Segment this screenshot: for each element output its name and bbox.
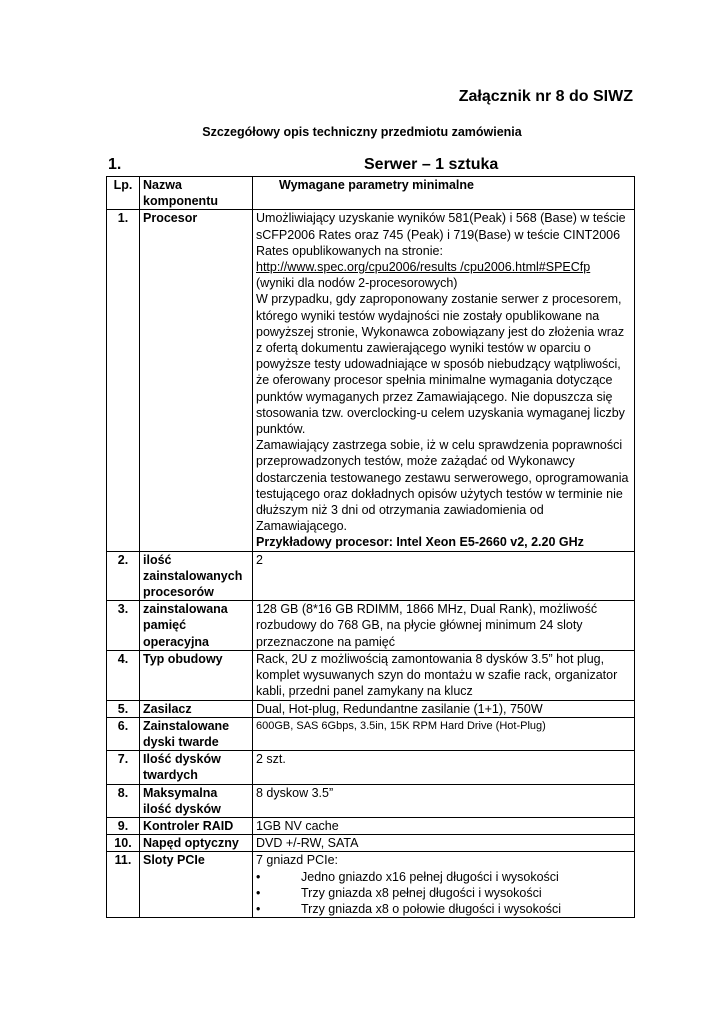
attachment-title: Załącznik nr 8 do SIWZ (458, 88, 633, 105)
component-name: ilość zainstalowanych procesorów (140, 551, 253, 601)
table-row (107, 650, 635, 700)
row-number: 11. (107, 852, 140, 918)
document-subtitle: Szczegółowy opis techniczny przedmiotu zamówienia (202, 125, 522, 139)
table-row (107, 751, 635, 784)
bullet-icon: • (256, 869, 261, 884)
list-item-text: Trzy gniazda x8 pełnej długości i wysokości (301, 885, 542, 900)
bullet-icon: • (256, 901, 261, 916)
component-name: Kontroler RAID (140, 817, 253, 834)
requirements-cell: 8 dyskow 3.5” (253, 784, 635, 817)
component-name: Napęd optyczny (140, 835, 253, 852)
requirements-cell: 1GB NV cache (253, 817, 635, 834)
requirements-cell: 600GB, SAS 6Gbps, 3.5in, 15K RPM Hard Drive (Hot-Plug) (253, 717, 635, 750)
list-item (256, 885, 631, 901)
component-name: Zainstalowane dyski twarde (140, 717, 253, 750)
section-title: Serwer – 1 sztuka (364, 156, 499, 173)
processor-verification-clause: Zamawiający zastrzega sobie, iż w celu sprawdzenia poprawności przeprowadzonych testów, może zażądać od Wykonawcy dostarczenia testowanego zestawu serwerowego, oprogramowania testującego oraz dokładnych opisów użytych testów w terminie nie dłuższym niż 3 dni od otrzymania zawiadomienia od Zamawiającego. (256, 438, 629, 534)
row-number: 7. (107, 751, 140, 784)
pcie-intro: 7 gniazd PCIe: (256, 853, 338, 868)
requirements-cell: 2 (253, 551, 635, 601)
requirements-cell: 128 GB (8*16 GB RDIMM, 1866 MHz, Dual Rank), możliwość rozbudowy do 768 GB, na płycie głównej minimum 24 sloty przeznaczone na pamięć (253, 601, 635, 651)
table-row (107, 817, 635, 834)
row-number: 4. (107, 650, 140, 700)
requirements-cell (253, 210, 635, 551)
requirements-cell: DVD +/-RW, SATA (253, 835, 635, 852)
table-row (107, 700, 635, 717)
header-requirements: Wymagane parametry minimalne (253, 177, 635, 210)
requirements-cell: Dual, Hot-plug, Redundantne zasilanie (1+1), 750W (253, 700, 635, 717)
spec-results-link[interactable]: http://www.spec.org/cpu2006/results /cpu2006.html#SPECfp (256, 260, 591, 275)
table-row (107, 601, 635, 651)
row-number: 3. (107, 601, 140, 651)
component-name: Ilość dysków twardych (140, 751, 253, 784)
table-row (107, 784, 635, 817)
table-row (107, 717, 635, 750)
pcie-slot-list (256, 869, 631, 918)
header-lp: Lp. (107, 177, 140, 210)
example-processor: Przykładowy procesor: Intel Xeon E5-2660 v2, 2.20 GHz (256, 535, 584, 550)
processor-note: (wyniki dla nodów 2-procesorowych) (256, 276, 458, 291)
row-number: 2. (107, 551, 140, 601)
requirements-cell: Rack, 2U z możliwością zamontowania 8 dysków 3.5” hot plug, komplet wysuwanych szyn do montażu w szafie rack, organizator kabli, przedni panel zamykany na klucz (253, 650, 635, 700)
row-number: 9. (107, 817, 140, 834)
header-component: Nazwa komponentu (140, 177, 253, 210)
list-item-text: Trzy gniazda x8 o połowie długości i wysokości (301, 901, 562, 916)
bullet-icon: • (256, 885, 261, 900)
row-number: 8. (107, 784, 140, 817)
requirements-cell (253, 852, 635, 918)
table-row (107, 551, 635, 601)
component-name: Procesor (140, 210, 253, 551)
list-item (256, 901, 631, 917)
component-name: Zasilacz (140, 700, 253, 717)
list-item (256, 869, 631, 885)
component-name: Sloty PCIe (140, 852, 253, 918)
section-number: 1. (108, 156, 122, 173)
component-name: Typ obudowy (140, 650, 253, 700)
row-number: 1. (107, 210, 140, 551)
row-number: 6. (107, 717, 140, 750)
component-name: Maksymalna ilość dysków (140, 784, 253, 817)
list-item-text: Jedno gniazdo x16 pełnej długości i wysokości (301, 869, 559, 884)
table-header-row (107, 177, 635, 210)
processor-benchmark-text: Umożliwiający uzyskanie wyników 581(Peak) i 568 (Base) w teście sCFP2006 Rates oraz 745 (Peak) i 719(Base) w teście CINT2006 Rates opublikowanych na stronie: (256, 211, 626, 258)
row-number: 5. (107, 700, 140, 717)
table-row (107, 210, 635, 551)
table-row (107, 852, 635, 918)
table-row (107, 835, 635, 852)
spec-table (106, 176, 635, 918)
row-number: 10. (107, 835, 140, 852)
requirements-cell: 2 szt. (253, 751, 635, 784)
component-name: zainstalowana pamięć operacyjna (140, 601, 253, 651)
processor-unpublished-clause: W przypadku, gdy zaproponowany zostanie serwer z procesorem, którego wyniki testów wydajności nie zostały opublikowane na powyższej stronie, Wykonawca zobowiązany jest do złożenia wraz z ofertą dokumentu zawierającego wyniki testów w oparciu o powyższe testy udowadniające w sposób niebudzący wątpliwości, że oferowany procesor spełnia minimalne wymagania dotyczące punktów wymaganych przez Zamawiającego. Nie dopuszcza się stosowania tzw. overclocking-u celem uzyskania wymaganej liczby punktów. (256, 292, 625, 437)
